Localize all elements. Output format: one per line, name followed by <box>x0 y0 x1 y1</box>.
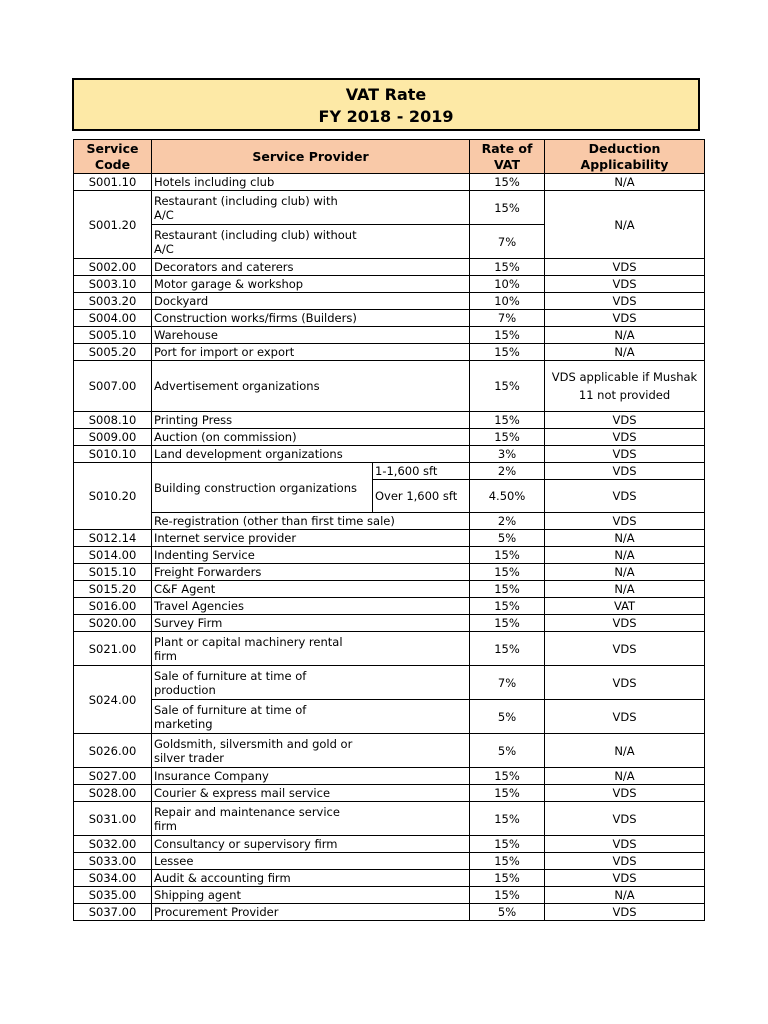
vat-rate: 15% <box>470 564 545 581</box>
service-code: S008.10 <box>74 412 152 429</box>
service-code: S003.10 <box>74 276 152 293</box>
table-row <box>74 904 705 921</box>
service-provider: Sale of furniture at time of production <box>152 666 470 700</box>
service-provider: Repair and maintenance service firm <box>152 802 470 836</box>
service-code: S016.00 <box>74 598 152 615</box>
vat-rate: 15% <box>470 429 545 446</box>
service-code: S010.10 <box>74 446 152 463</box>
vat-rate: 15% <box>470 259 545 276</box>
service-provider: Lessee <box>152 853 470 870</box>
service-code: S015.10 <box>74 564 152 581</box>
service-code: S037.00 <box>74 904 152 921</box>
vat-rate: 15% <box>470 836 545 853</box>
vat-rate: 3% <box>470 446 545 463</box>
deduction: VDS <box>545 802 705 836</box>
deduction: VDS <box>545 259 705 276</box>
sub-category: 1-1,600 sft <box>373 463 470 480</box>
table-row <box>74 412 705 429</box>
vat-rate: 15% <box>470 632 545 666</box>
table-row <box>74 887 705 904</box>
table-row <box>74 700 705 734</box>
vat-rate: 7% <box>470 310 545 327</box>
deduction: VDS <box>545 666 705 700</box>
table-row <box>74 734 705 768</box>
table-row <box>74 293 705 310</box>
service-code: S012.14 <box>74 530 152 547</box>
service-provider: Audit & accounting firm <box>152 870 470 887</box>
vat-rate: 15% <box>470 174 545 191</box>
deduction: VDS <box>545 463 705 480</box>
service-provider: C&F Agent <box>152 581 470 598</box>
deduction: N/A <box>545 547 705 564</box>
service-provider: Internet service provider <box>152 530 470 547</box>
table-row <box>74 191 705 225</box>
title-line-2: FY 2018 - 2019 <box>318 107 454 126</box>
service-code: S003.20 <box>74 293 152 310</box>
header-rate: Rate of VAT <box>470 140 545 174</box>
service-code: S014.00 <box>74 547 152 564</box>
table-row <box>74 463 705 480</box>
deduction: VDS <box>545 446 705 463</box>
header-provider: Service Provider <box>152 140 470 174</box>
vat-rate: 15% <box>470 785 545 802</box>
vat-rate: 5% <box>470 904 545 921</box>
table-row <box>74 768 705 785</box>
service-code: S028.00 <box>74 785 152 802</box>
table-row <box>74 446 705 463</box>
service-provider: Shipping agent <box>152 887 470 904</box>
deduction: VDS <box>545 276 705 293</box>
sub-category: Over 1,600 sft <box>373 480 470 513</box>
service-provider: Consultancy or supervisory firm <box>152 836 470 853</box>
deduction: VDS <box>545 513 705 530</box>
deduction: VDS <box>545 870 705 887</box>
service-code: S009.00 <box>74 429 152 446</box>
table-row <box>74 836 705 853</box>
title-box <box>72 78 700 131</box>
deduction: VDS <box>545 480 705 513</box>
vat-rate: 10% <box>470 276 545 293</box>
vat-rate: 15% <box>470 802 545 836</box>
service-code: S020.00 <box>74 615 152 632</box>
deduction: N/A <box>545 887 705 904</box>
table-row <box>74 276 705 293</box>
service-provider: Freight Forwarders <box>152 564 470 581</box>
service-provider: Warehouse <box>152 327 470 344</box>
service-provider: Advertisement organizations <box>152 361 470 412</box>
service-provider: Insurance Company <box>152 768 470 785</box>
vat-rate: 7% <box>470 225 545 259</box>
service-code: S001.10 <box>74 174 152 191</box>
deduction: VDS <box>545 632 705 666</box>
vat-rate: 15% <box>470 412 545 429</box>
deduction: VDS <box>545 785 705 802</box>
vat-rate: 15% <box>470 361 545 412</box>
table-row <box>74 564 705 581</box>
deduction: N/A <box>545 327 705 344</box>
table-row <box>74 802 705 836</box>
vat-rate: 5% <box>470 700 545 734</box>
deduction: VDS <box>545 615 705 632</box>
table-row <box>74 344 705 361</box>
service-provider: Printing Press <box>152 412 470 429</box>
table-row <box>74 870 705 887</box>
vat-rate: 15% <box>470 191 545 225</box>
deduction: N/A <box>545 191 705 259</box>
deduction: VDS <box>545 412 705 429</box>
service-code: S001.20 <box>74 191 152 259</box>
service-provider: Restaurant (including club) with A/C <box>152 191 470 225</box>
service-code: S007.00 <box>74 361 152 412</box>
deduction: VDS <box>545 836 705 853</box>
service-provider: Decorators and caterers <box>152 259 470 276</box>
vat-rate: 15% <box>470 327 545 344</box>
service-code: S010.20 <box>74 463 152 530</box>
service-code: S005.20 <box>74 344 152 361</box>
vat-rate: 15% <box>470 768 545 785</box>
header-deduction: Deduction Applicability <box>545 140 705 174</box>
service-code: S026.00 <box>74 734 152 768</box>
table-row <box>74 853 705 870</box>
vat-rate: 15% <box>470 615 545 632</box>
service-code: S034.00 <box>74 870 152 887</box>
service-code: S015.20 <box>74 581 152 598</box>
deduction: VDS <box>545 853 705 870</box>
service-provider: Land development organizations <box>152 446 470 463</box>
vat-table-body <box>73 139 705 921</box>
table-row <box>74 361 705 412</box>
title-line-1: VAT Rate <box>345 85 427 104</box>
deduction: VDS applicable if Mushak 11 not provided <box>545 361 705 412</box>
vat-rate: 10% <box>470 293 545 310</box>
table-row <box>74 327 705 344</box>
service-provider: Port for import or export <box>152 344 470 361</box>
deduction: VDS <box>545 310 705 327</box>
deduction: N/A <box>545 564 705 581</box>
service-code: S024.00 <box>74 666 152 734</box>
table-row <box>74 174 705 191</box>
service-provider: Dockyard <box>152 293 470 310</box>
service-provider: Construction works/firms (Builders) <box>152 310 470 327</box>
table-row <box>74 429 705 446</box>
deduction: N/A <box>545 768 705 785</box>
table-row <box>74 530 705 547</box>
vat-rate: 15% <box>470 344 545 361</box>
header-code: Service Code <box>74 140 152 174</box>
vat-rate: 2% <box>470 513 545 530</box>
table-row <box>74 666 705 700</box>
table-row <box>74 615 705 632</box>
service-code: S004.00 <box>74 310 152 327</box>
deduction: N/A <box>545 344 705 361</box>
deduction: N/A <box>545 581 705 598</box>
deduction: VDS <box>545 700 705 734</box>
service-provider: Sale of furniture at time of marketing <box>152 700 470 734</box>
service-provider: Hotels including club <box>152 174 470 191</box>
service-provider: Procurement Provider <box>152 904 470 921</box>
service-provider: Travel Agencies <box>152 598 470 615</box>
table-row <box>74 310 705 327</box>
vat-rate: 15% <box>470 581 545 598</box>
vat-rate: 15% <box>470 887 545 904</box>
deduction: N/A <box>545 734 705 768</box>
deduction: VDS <box>545 904 705 921</box>
vat-rate: 15% <box>470 853 545 870</box>
table-row <box>74 581 705 598</box>
service-code: S033.00 <box>74 853 152 870</box>
deduction: N/A <box>545 174 705 191</box>
service-provider: Building construction organizations <box>152 463 373 513</box>
deduction: N/A <box>545 530 705 547</box>
service-provider: Auction (on commission) <box>152 429 470 446</box>
service-code: S005.10 <box>74 327 152 344</box>
service-provider: Motor garage & workshop <box>152 276 470 293</box>
service-provider: Survey Firm <box>152 615 470 632</box>
deduction: VDS <box>545 429 705 446</box>
deduction: VAT <box>545 598 705 615</box>
service-code: S031.00 <box>74 802 152 836</box>
table-row <box>74 785 705 802</box>
service-provider: Courier & express mail service <box>152 785 470 802</box>
deduction: VDS <box>545 293 705 310</box>
table-row <box>74 547 705 564</box>
table-row <box>74 632 705 666</box>
service-provider: Goldsmith, silversmith and gold or silver trader <box>152 734 470 768</box>
vat-rate: 7% <box>470 666 545 700</box>
service-provider: Indenting Service <box>152 547 470 564</box>
vat-rate: 15% <box>470 870 545 887</box>
vat-rate: 5% <box>470 734 545 768</box>
service-code: S035.00 <box>74 887 152 904</box>
service-provider: Restaurant (including club) without A/C <box>152 225 470 259</box>
vat-rate: 4.50% <box>470 480 545 513</box>
table-row <box>74 259 705 276</box>
service-code: S021.00 <box>74 632 152 666</box>
service-code: S002.00 <box>74 259 152 276</box>
vat-rate: 2% <box>470 463 545 480</box>
service-provider: Re-registration (other than first time sale) <box>152 513 470 530</box>
vat-rate: 15% <box>470 547 545 564</box>
service-provider: Plant or capital machinery rental firm <box>152 632 470 666</box>
vat-rate: 5% <box>470 530 545 547</box>
vat-rate: 15% <box>470 598 545 615</box>
service-code: S027.00 <box>74 768 152 785</box>
table-row <box>74 513 705 530</box>
service-code: S032.00 <box>74 836 152 853</box>
table-row <box>74 598 705 615</box>
